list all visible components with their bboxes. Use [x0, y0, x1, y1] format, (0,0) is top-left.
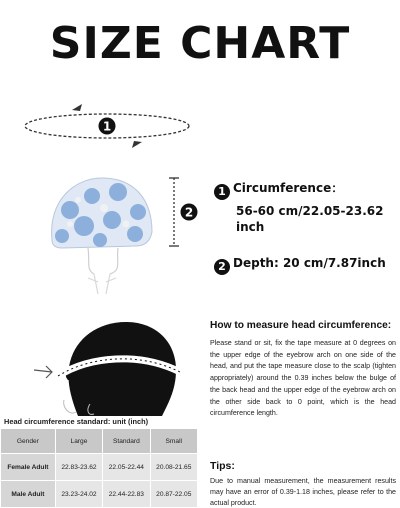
cap-illustration	[40, 170, 165, 310]
circumference-value: 56-60 cm/22.05-23.62 inch	[236, 204, 384, 234]
arrow-top-icon	[72, 104, 82, 111]
table-cell: 22.83-23.62	[55, 454, 102, 481]
table-cell: 20.08-21.65	[150, 454, 197, 481]
howto-body: Please stand or sit, fix the tape measure at 0 degrees on the upper edge of the eyebrow arch on one side of the head, and put the tape measure close to the scalp (tighten appropriately) around the 0.39 inches below the bulge of the back head and the upper edge of the eyebrow arch on the other side back to 0 point, which is the head circumference length.	[210, 339, 396, 418]
header-large: Large	[55, 429, 102, 454]
table-header-row	[1, 429, 198, 454]
circumference-label: Circumference：	[233, 181, 344, 195]
header-small: Small	[150, 429, 197, 454]
table-cell: 20.87-22.05	[150, 481, 197, 508]
marker-one-label: 1	[102, 119, 112, 134]
cap-ties	[88, 248, 118, 274]
row-label: Female Adult	[1, 454, 56, 481]
row-label: Male Adult	[1, 481, 56, 508]
depth-indicator	[160, 174, 200, 254]
table-cell: 23.23-24.02	[55, 481, 102, 508]
depth-line	[214, 255, 400, 275]
page-title: SIZE CHART	[49, 18, 351, 69]
arrow-pointer-icon	[34, 366, 52, 378]
tips-body: Due to manual measurement, the measurement results may have an error of 0.39-1.18 inches, please refer to the actual product.	[210, 477, 396, 507]
marker-two-label: 2	[184, 205, 194, 220]
table-cell: 22.44-22.83	[103, 481, 150, 508]
table-caption: Head circumference standard: unit (inch)	[4, 417, 149, 426]
table-cell: 22.05-22.44	[103, 454, 150, 481]
table-row	[1, 481, 198, 508]
table-row	[1, 454, 198, 481]
size-table	[0, 428, 198, 508]
head-shape	[68, 322, 176, 416]
circumference-bullet-icon: 1	[214, 184, 230, 200]
circumference-line	[214, 180, 400, 200]
spec-block	[214, 180, 400, 275]
header-standard: Standard	[103, 429, 150, 454]
depth-bullet-icon: 2	[214, 259, 230, 275]
head-silhouette	[30, 316, 190, 416]
tips-heading: Tips:	[210, 460, 235, 472]
howto-heading: How to measure head circumference:	[210, 320, 392, 331]
arrow-bottom-icon	[132, 141, 142, 148]
header-gender: Gender	[1, 429, 56, 454]
depth-value: Depth: 20 cm/7.87inch	[233, 256, 386, 270]
circumference-diagram	[12, 98, 202, 158]
